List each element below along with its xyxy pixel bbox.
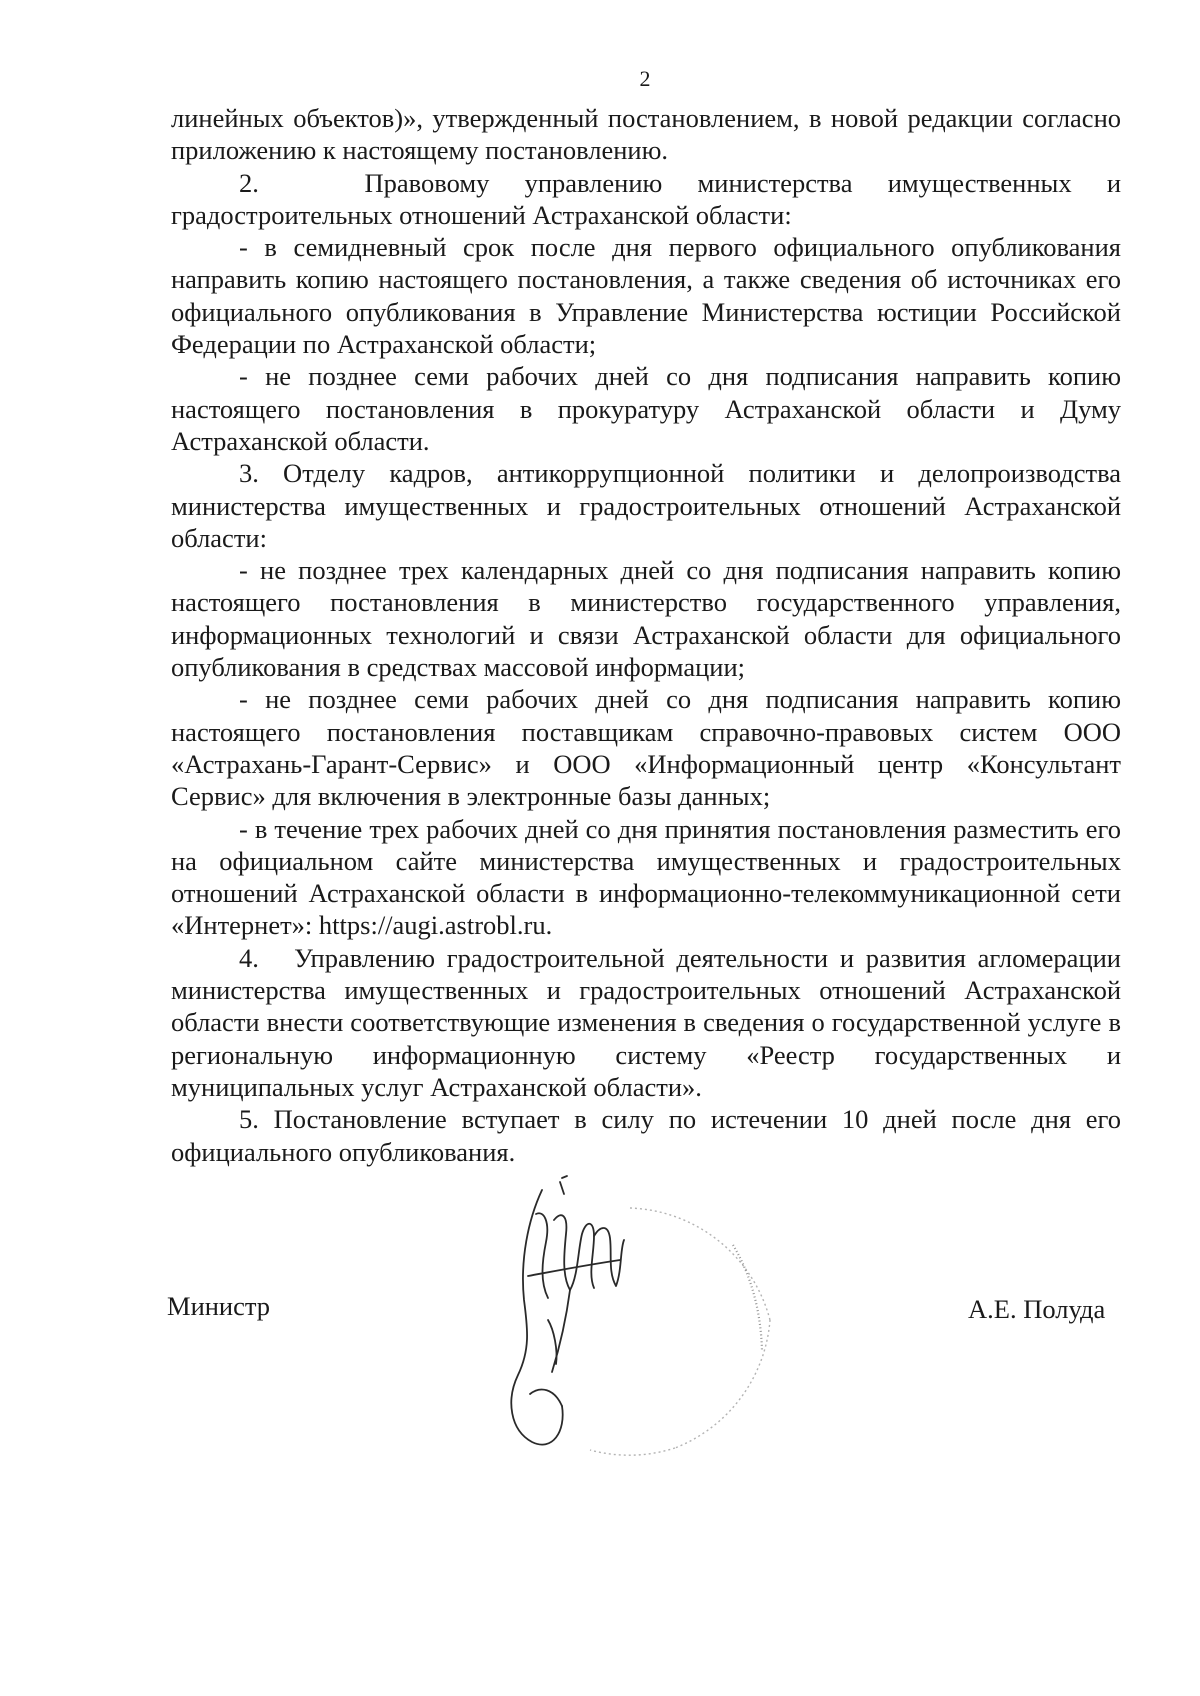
stamp-edge-text (733, 1245, 762, 1350)
page-number: 2 (639, 66, 651, 91)
signature-and-stamp (470, 1150, 790, 1480)
paragraph-item-3-sub-3: - в течение трех рабочих дней со дня принятия постановления разместить его на официальном сайте министерства имущественных и градостроительных отношений Астраханской области в информационно-телекоммуникационной сети «Интернет»: https://augi.astrobl.ru. (171, 813, 1121, 941)
signer-name: А.Е. Полуда (968, 1294, 1106, 1324)
signature-strokes (511, 1176, 624, 1445)
paragraph-item-3: 3. Отделу кадров, антикоррупционной политики и делопроизводства министерства имущественных и градостроительных отношений Астраханской области: (171, 458, 1121, 553)
paragraph-item-2-sub-1: - в семидневный срок после дня первого официального опубликования направить копию настоящего постановления, а также сведения об источниках его официального опубликования в Управление Министерства юстиции Российской Федерации по Астраханской области; (171, 232, 1121, 360)
paragraph-item-4: 4. Управлению градостроительной деятельности и развития агломерации министерства имущественных и градостроительных отношений Астраханской области внести соответствующие изменения в сведения о государственной услуге в региональную информационную систему «Реестр государственных и муниципальных услуг Астраханской области». (171, 942, 1121, 1102)
paragraph-continuation: линейных объектов)», утвержденный постановлением, в новой редакции согласно приложению к настоящему постановлению. (171, 103, 1121, 166)
paragraph-item-2-sub-2: - не позднее семи рабочих дней со дня подписания направить копию настоящего постановления в прокуратуру Астраханской области и Думу Астраханской области. (171, 361, 1121, 456)
document-body (171, 102, 1121, 1168)
signer-title: Министр (167, 1291, 271, 1321)
stamp-circle (590, 1208, 770, 1455)
paragraph-item-2: 2. Правовому управлению министерства имущественных и градостроительных отношений Астраханской области: (171, 167, 1121, 230)
paragraph-item-3-sub-1: - не позднее трех календарных дней со дня подписания направить копию настоящего постановления в министерство государственного управления, информационных технологий и связи Астраханской области для официального опубликования в средствах массовой информации; (171, 555, 1121, 683)
paragraph-item-3-sub-2: - не позднее семи рабочих дней со дня подписания направить копию настоящего постановления поставщикам справочно-правовых систем ООО «Астрахань-Гарант-Сервис» и ООО «Информационный центр «Консультант Сервис» для включения в электронные базы данных; (171, 684, 1121, 812)
signature-block (0, 1150, 1200, 1480)
paragraph-item-5: 5. Постановление вступает в силу по истечении 10 дней после дня его официального опубликования. (171, 1104, 1121, 1167)
